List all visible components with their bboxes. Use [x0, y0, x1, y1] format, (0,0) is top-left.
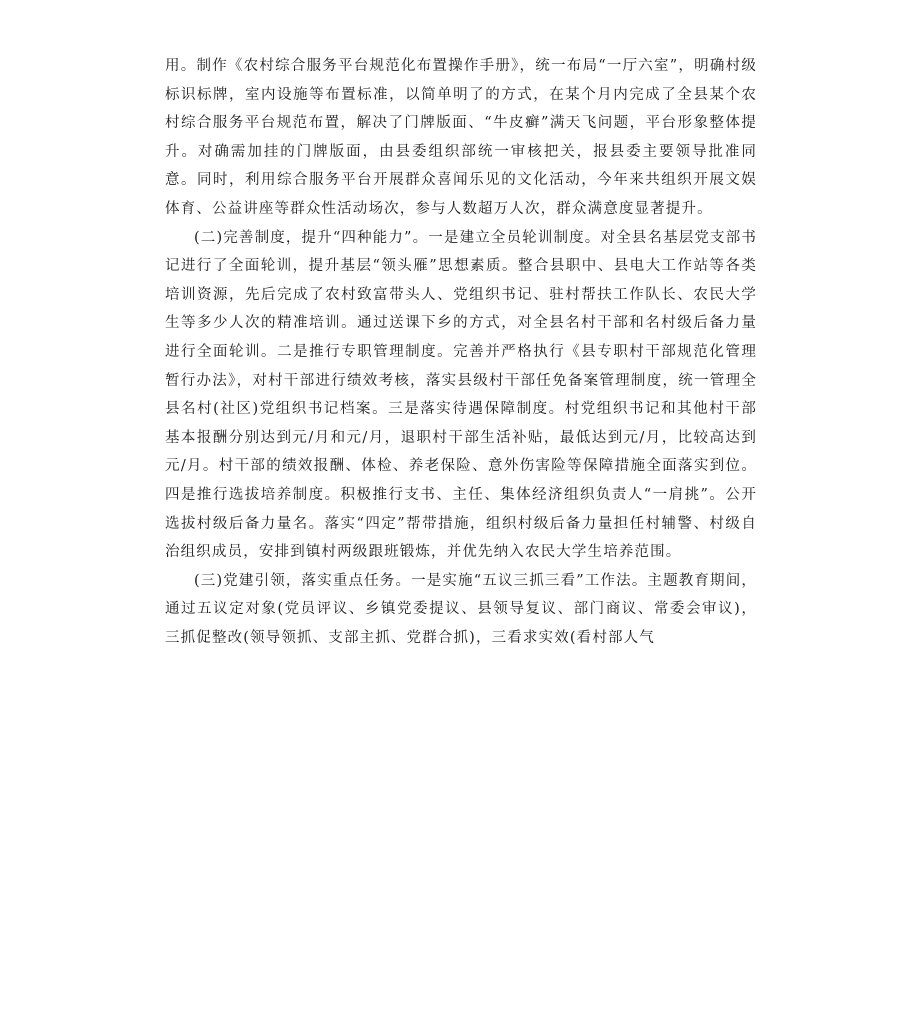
paragraph-platform-continuation: 用。制作《农村综合服务平台规范化布置操作手册》，统一布局“一厅六室”，明确村级标识标牌，室内设施等布置标准，以简单明了的方式，在某个月内完成了全县某个农村综合服务平台规范布置，解决了门牌版面、“牛皮癣”满天飞问题，平台形象整体提升。对确需加挂的门牌版面，由县委组织部统一审核把关，报县委主要领导批准同意。同时，利用综合服务平台开展群众喜闻乐见的文化活动，今年来共组织开展文娱体育、公益讲座等群众性活动场次，参与人数超万人次，群众满意度显著提升。 — [165, 58, 757, 217]
paragraph-section-two: (二)完善制度，提升“四种能力”。一是建立全员轮训制度。对全县名基层党支部书记进行了全面轮训，提升基层“领头雁”思想素质。整合县职中、县电大工作站等各类培训资源，先后完成了农村致富带头人、党组织书记、驻村帮扶工作队长、农民大学生等多少人次的精准培训。通过送课下乡的方式，对全县名村干部和名村级后备力量进行全面轮训。二是推行专职管理制度。完善并严格执行《县专职村干部规范化管理暂行办法》，对村干部进行绩效考核，落实县级村干部任免备案管理制度，统一管理全县名村(社区)党组织书记档案。三是落实待遇保障制度。村党组织书记和其他村干部基本报酬分别达到元/月和元/月，退职村干部生活补贴，最低达到元/月，比较高达到元/月。村干部的绩效报酬、体检、养老保险、意外伤害险等保障措施全面落实到位。四是推行选拔培养制度。积极推行支书、主任、集体经济组织负责人“一肩挑”。公开选拔村级后备力量名。落实“四定”帮带措施，组织村级后备力量担任村辅警、村级自治组织成员，安排到镇村两级跟班锻炼，并优先纳入农民大学生培养范围。 — [165, 229, 757, 561]
paragraph-section-three: (三)党建引领，落实重点任务。一是实施“五议三抓三看”工作法。主题教育期间，通过五议定对象(党员评议、乡镇党委提议、县领导复议、部门商议、常委会审议)，三抓促整改(领导领抓、支部主抓、党群合抓)，三看求实效(看村部人气 — [165, 572, 757, 646]
document-body — [165, 52, 757, 652]
